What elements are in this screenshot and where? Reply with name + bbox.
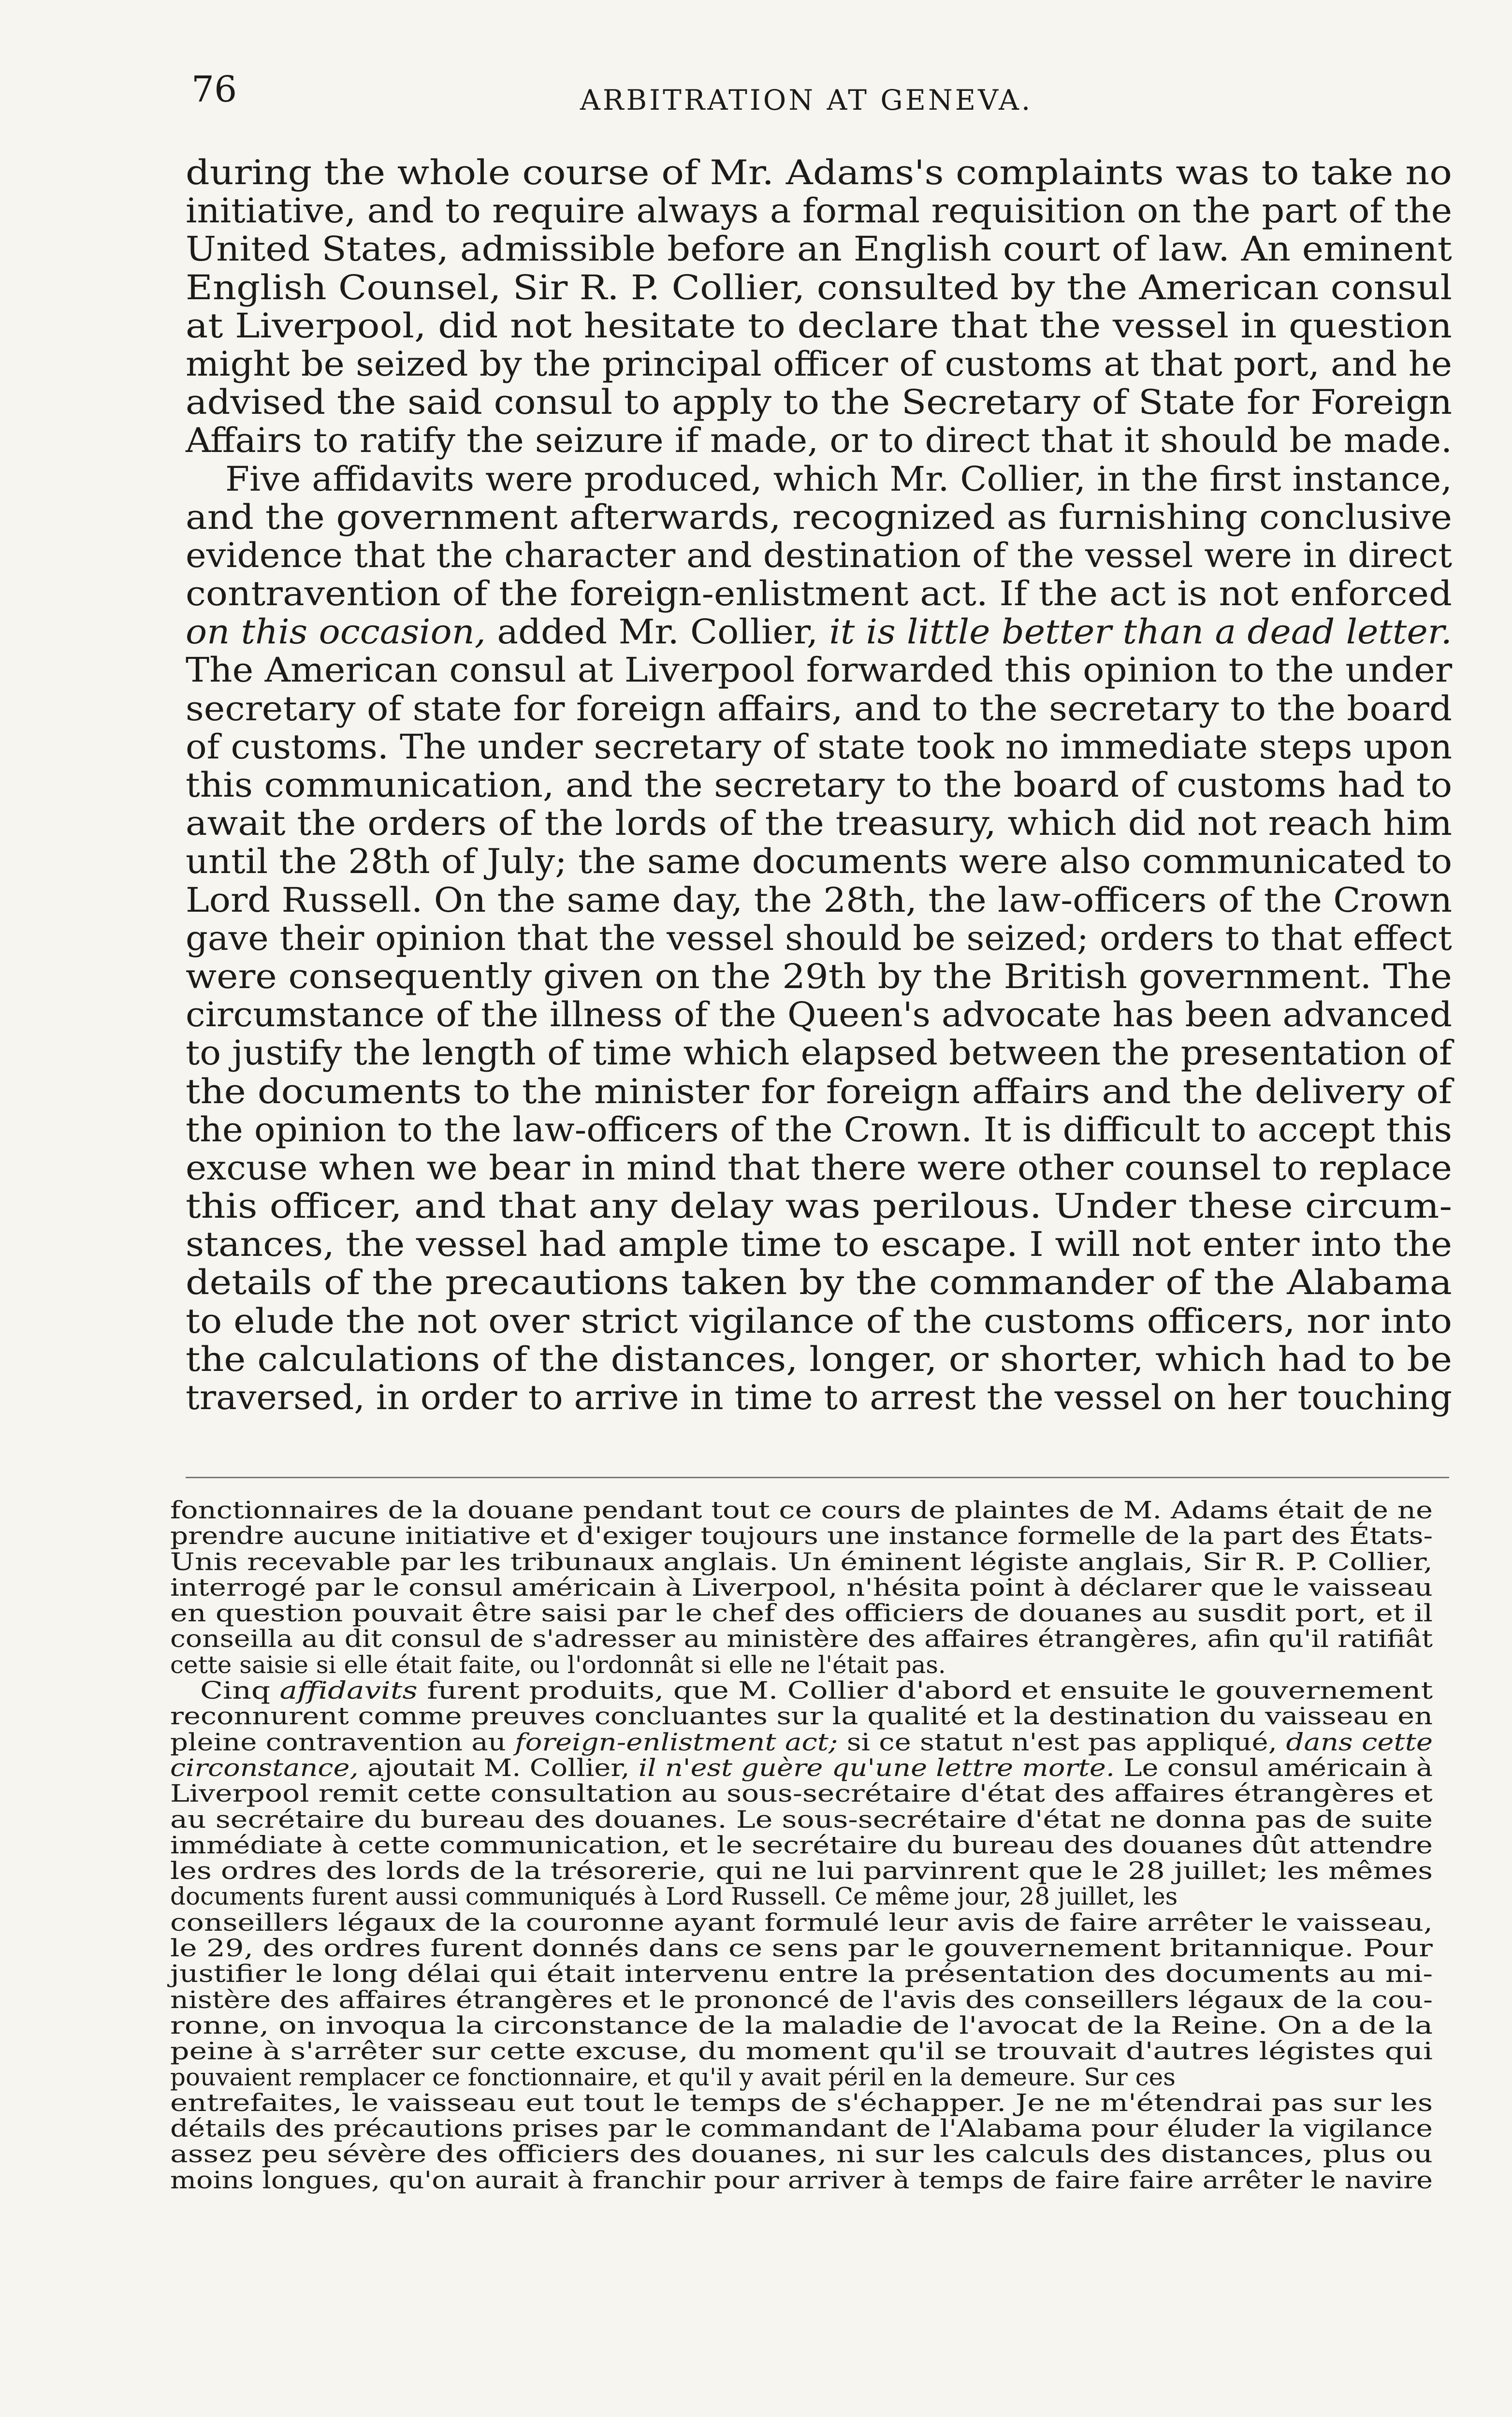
footnote-run: justifier le long délai qui était intervenu entre la présentation des documents au mi- (170, 1960, 1433, 1988)
main-text-line (186, 1111, 1462, 1149)
footnote-rule (186, 1477, 1449, 1478)
footnote-line (170, 1884, 1446, 1909)
footnote-run: Cinq (200, 1676, 280, 1705)
main-text-line (186, 1034, 1462, 1072)
main-text-line (186, 537, 1462, 575)
main-text-run: Five affidavits were produced, which Mr. Collier, in the first instance, (225, 459, 1453, 499)
footnote-run: Liverpool remit cette consultation au sous-secrétaire d'état des affaires étrangères et (170, 1779, 1433, 1808)
footnote-line (170, 1575, 1446, 1601)
footnote-italic-run: circonstance, (170, 1753, 359, 1782)
footnote-line (170, 1936, 1446, 1961)
main-text-run: during the whole course of Mr. Adams's complaints was to take no (186, 153, 1453, 192)
footnote-run: moins longues, qu'on aurait à franchir pour arriver à temps de faire faire arrêter le navire (170, 2166, 1433, 2194)
main-text-run: this officer, and that any delay was perilous. Under these circum- (186, 1186, 1453, 1226)
main-text-run: evidence that the character and destination of the vessel were in direct (186, 535, 1453, 575)
footnote-run: les ordres des lords de la trésorerie, qui ne lui parvinrent que le 28 juillet; les mêmes (170, 1857, 1433, 1885)
footnote-italic-run: foreign-enlistment act; (515, 1728, 838, 1756)
main-text-line (186, 1225, 1462, 1264)
main-text-run: added Mr. Collier, (486, 612, 829, 652)
main-text-line (186, 881, 1462, 919)
footnote-text (170, 1498, 1446, 2193)
main-text-run: gave their opinion that the vessel should be seized; orders to that effect (186, 918, 1452, 958)
main-text-line (186, 651, 1462, 689)
footnote-line (170, 1652, 1446, 1678)
main-text-run: secretary of state for foreign affairs, and to the secretary to the board (186, 688, 1452, 728)
main-text-run: traversed, in order to arrive in time to arrest the vessel on her touching (186, 1378, 1452, 1417)
main-text-line (186, 996, 1462, 1034)
footnote-line (170, 1678, 1446, 1704)
footnote-run: prendre aucune initiative et d'exiger toujours une instance formelle de la part des États- (170, 1522, 1433, 1550)
footnote-run: au secrétaire du bureau des douanes. Le sous-secrétaire d'état ne donna pas de suite (170, 1805, 1433, 1834)
main-text-run: The American consul at Liverpool forwarded this opinion to the under (186, 650, 1453, 690)
footnote-run: détails des précautions prises par le commandant de l'Alabama pour éluder la vigilance (170, 2114, 1433, 2143)
main-text-run: this communication, and the secretary to the board of customs had to (186, 765, 1453, 805)
main-text-line (186, 422, 1462, 460)
main-text-run: stances, the vessel had ample time to escape. I will not enter into the (186, 1224, 1453, 1265)
main-text-run: and the government afterwards, recognized as furnishing conclusive (186, 497, 1452, 537)
footnote-run: fonctionnaires de la douane pendant tout ce cours de plaintes de M. Adams était de ne (170, 1496, 1433, 1524)
main-text-line (186, 1187, 1462, 1225)
main-text-line (186, 613, 1462, 651)
main-text-line (186, 690, 1462, 728)
main-text-line (186, 269, 1462, 307)
footnote-line (170, 2038, 1446, 2064)
footnote-line (170, 1730, 1446, 1755)
footnote-line (170, 1704, 1446, 1729)
footnote-run: furent produits, que M. Collier d'abord et ensuite le gouvernement (417, 1676, 1433, 1705)
footnote-run: entrefaites, le vaisseau eut tout le temps de s'échapper. Je ne m'étendrai pas sur les (170, 2088, 1433, 2117)
main-text-line (186, 1379, 1462, 1417)
main-text-line (186, 345, 1462, 383)
footnote-line (170, 2090, 1446, 2116)
footnote-italic-run: affidavits (279, 1676, 418, 1705)
footnote-line (170, 1755, 1446, 1781)
footnote-run: reconnurent comme preuves concluantes sur la qualité et la destination du vaisseau en (170, 1702, 1433, 1731)
main-text-line (186, 958, 1462, 996)
main-text-line (186, 1149, 1462, 1187)
main-text-italic-run: on this occasion, (186, 612, 486, 652)
footnote-run: si ce statut n'est pas appliqué, (838, 1728, 1286, 1756)
main-text-line (186, 230, 1462, 268)
footnote-run: documents furent aussi communiqués à Lord Russell. Ce même jour, 28 juillet, les (170, 1882, 1178, 1911)
footnote-run: pouvaient remplacer ce fonctionnaire, et qu'il y avait péril en la demeure. Sur ces (170, 2063, 1176, 2091)
main-text-line (186, 154, 1462, 192)
footnote-run: assez peu sévère des officiers des douanes, ni sur les calculs des distances, plus ou (170, 2140, 1433, 2169)
main-text-run: the documents to the minister for foreign affairs and the delivery of (186, 1071, 1452, 1111)
main-text-run: the opinion to the law-officers of the Crown. It is difficult to accept this (186, 1109, 1452, 1150)
footnote-run: cette saisie si elle était faite, ou l'ordonnât si elle ne l'était pas. (170, 1650, 946, 1679)
footnote-run: conseillers légaux de la couronne ayant formulé leur avis de faire arrêter le vaisseau, (170, 1908, 1433, 1937)
main-text-run: Lord Russell. On the same day, the 28th, the law-officers of the Crown (186, 880, 1453, 920)
footnote-run: ronne, on invoqua la circonstance de la maladie de l'avocat de la Reine. On a de la (170, 2011, 1433, 2039)
main-text-line (186, 498, 1462, 537)
main-text-line (186, 575, 1462, 613)
footnote-italic-run: il n'est guère qu'une lettre morte. (638, 1753, 1115, 1782)
main-text-run: advised the said consul to apply to the Secretary of State for Foreign (186, 382, 1453, 422)
main-text-line (186, 307, 1462, 345)
footnote-line (170, 2116, 1446, 2141)
main-text-run: were consequently given on the 29th by the British government. The (186, 956, 1452, 996)
main-text-run: to justify the length of time which elapsed between the presentation of (186, 1033, 1453, 1073)
footnote-line (170, 1833, 1446, 1858)
main-text-line (186, 728, 1462, 766)
footnote-line (170, 1858, 1446, 1884)
footnote-line (170, 2013, 1446, 2038)
main-text-run: the calculations of the distances, longer, or shorter, which had to be (186, 1339, 1452, 1379)
main-text-run: English Counsel, Sir R. P. Collier, consulted by the American consul (186, 267, 1452, 307)
main-text-line (186, 766, 1462, 804)
main-text-line (186, 1073, 1462, 1111)
footnote-line (170, 2168, 1446, 2193)
footnote-run: en question pouvait être saisi par le chef des officiers de douanes au susdit port, et il (170, 1599, 1433, 1628)
footnote-line (170, 1549, 1446, 1575)
main-text-run: Affairs to ratify the seizure if made, or to direct that it should be made. (186, 421, 1453, 461)
main-text-line (186, 1302, 1462, 1340)
footnote-run: conseilla au dit consul de s'adresser au ministère des affaires étrangères, afin qu'il ratifiât (170, 1625, 1433, 1653)
main-text-line (186, 192, 1462, 230)
footnote-line (170, 1987, 1446, 2013)
page-number: 76 (191, 69, 237, 110)
main-text-run: initiative, and to require always a formal requisition on the part of the (186, 191, 1453, 231)
footnote-run: ajoutait M. Collier, (358, 1753, 639, 1782)
footnote-italic-run: dans cette (1286, 1728, 1433, 1756)
main-text-italic-run: it is little better than a dead letter. (829, 612, 1452, 652)
main-text-run: await the orders of the lords of the treasury, which did not reach him (186, 803, 1452, 844)
footnote-line (170, 1781, 1446, 1806)
main-text-run: United States, admissible before an English court of law. An eminent (186, 229, 1452, 269)
main-text-run: circumstance of the illness of the Queen's advocate has been advanced (186, 995, 1453, 1035)
main-text-run: might be seized by the principal officer of customs at that port, and he (186, 344, 1452, 384)
main-text-line (186, 383, 1462, 422)
footnote-run: le 29, des ordres furent donnés dans ce sens par le gouvernement britannique. Pour (170, 1934, 1433, 1963)
footnote-run: peine à s'arrêter sur cette excuse, du moment qu'il se trouvait d'autres légistes qui (170, 2037, 1433, 2066)
footnote-line (170, 1626, 1446, 1652)
footnote-line (170, 1523, 1446, 1549)
main-text-run: until the 28th of July; the same documents were also communicated to (186, 842, 1453, 882)
main-text-run: details of the precautions taken by the commander of the Alabama (186, 1263, 1452, 1303)
main-text-run: to elude the not over strict vigilance of the customs officers, nor into (186, 1301, 1452, 1341)
footnote-run: nistère des affaires étrangères et le prononcé de l'avis des conseillers légaux de la cou- (170, 1985, 1433, 2014)
main-text-line (186, 460, 1462, 498)
footnote-line (170, 2065, 1446, 2090)
main-text-run: excuse when we bear in mind that there were other counsel to replace (186, 1148, 1452, 1188)
footnote-line (170, 1498, 1446, 1523)
main-text-line (186, 1340, 1462, 1379)
footnote-line (170, 1807, 1446, 1833)
main-text-line (186, 804, 1462, 843)
footnote-run: interrogé par le consul américain à Liverpool, n'hésita point à déclarer que le vaisseau (170, 1573, 1433, 1602)
footnote-run: immédiate à cette communication, et le secrétaire du bureau des douanes dût attendre (170, 1831, 1433, 1859)
footnote-run: pleine contravention au (170, 1728, 515, 1756)
main-text-run: at Liverpool, did not hesitate to declare that the vessel in question (186, 306, 1452, 346)
footnote-line (170, 1961, 1446, 1987)
main-text-line (186, 1264, 1462, 1302)
footnote-run: Unis recevable par les tribunaux anglais. Un éminent légiste anglais, Sir R. P. Collier, (170, 1547, 1433, 1576)
main-text-line (186, 919, 1462, 958)
footnote-line (170, 2141, 1446, 2167)
footnote-line (170, 1601, 1446, 1626)
main-text-run: contravention of the foreign-enlistment act. If the act is not enforced (186, 574, 1452, 614)
footnote-run: Le consul américain à (1115, 1753, 1433, 1782)
main-text (186, 154, 1462, 1417)
footnote-line (170, 1910, 1446, 1936)
main-text-line (186, 843, 1462, 881)
main-text-run: of customs. The under secretary of state took no immediate steps upon (186, 727, 1453, 767)
running-head: ARBITRATION AT GENEVA. (580, 84, 1033, 116)
